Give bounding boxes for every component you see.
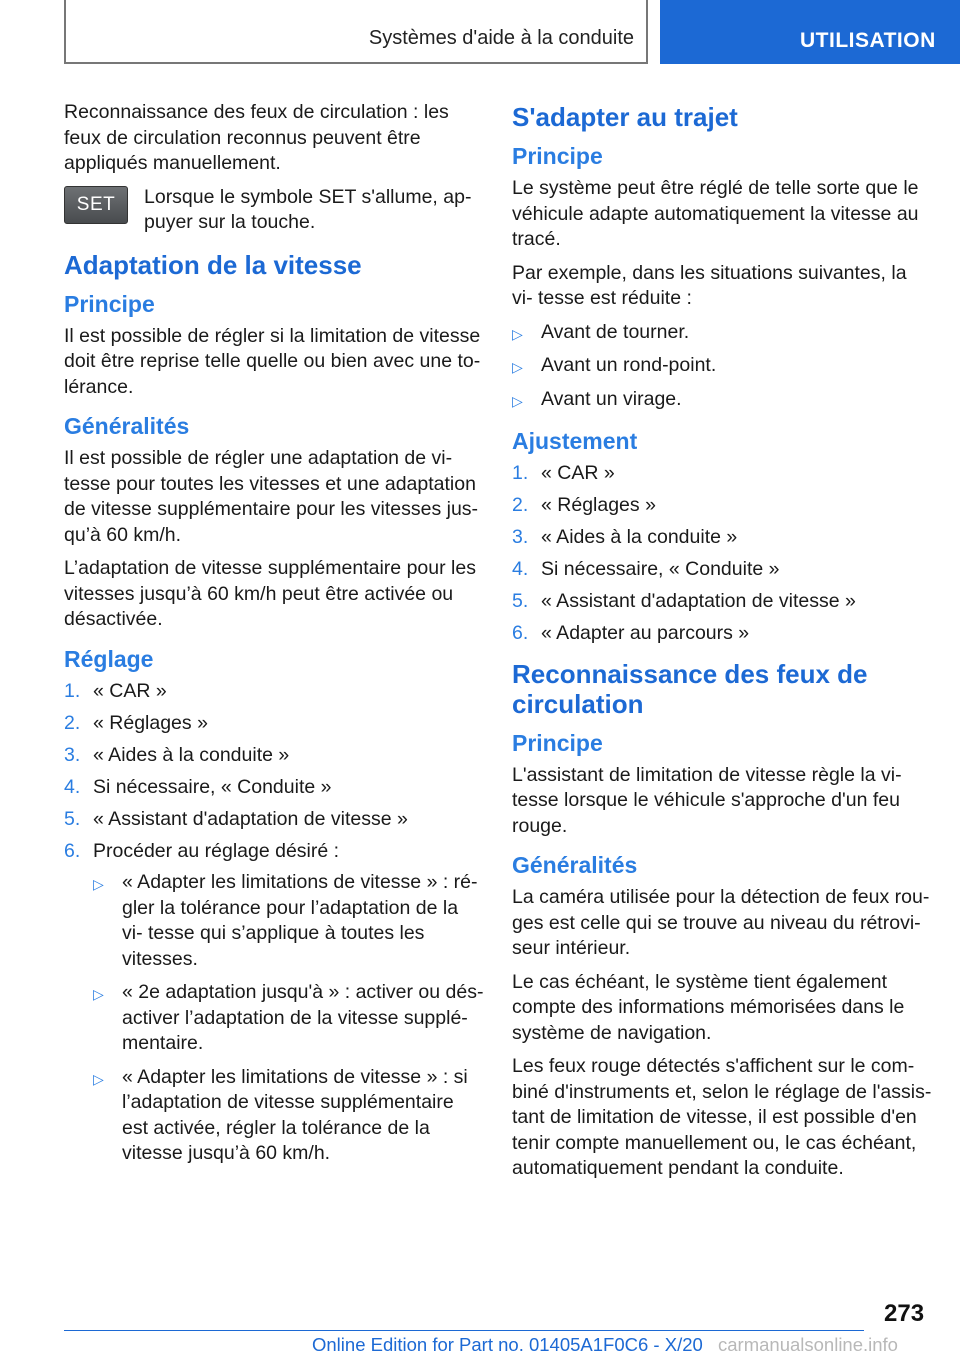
watermark: carmanualsonline.info [718, 1334, 898, 1355]
list-item: 1. « CAR » [512, 461, 615, 484]
set-instruction-text: Lorsque le symbole SET s'allume, ap‐ puyer sur la touche. [144, 185, 472, 233]
list-item: 3. « Aides à la conduite » [512, 525, 738, 548]
generalites-paragraph-1: Il est possible de régler une adaptation de vi‐ tesse pour toutes les vitesses et une adaptation de vitesse supplémentaire pour les vitesses jus‐ qu’à 60 km/h. [64, 447, 479, 546]
heading-principe: Principe [64, 290, 155, 317]
list-item: 4. Si nécessaire, « Conduite » [512, 558, 780, 581]
page-number: 273 [884, 1300, 925, 1327]
trajet-principe-paragraph: Le système peut être réglé de telle sorte que le véhicule adapte automatiquement la vitesse au tracé. [512, 177, 919, 250]
header-chapter-tab [660, 0, 960, 64]
header-section-box [64, 0, 648, 64]
set-instruction [64, 185, 484, 236]
list-item: 2. « Réglages » [64, 711, 208, 734]
generalites-paragraph-2: L’adaptation de vitesse supplémentaire pour les vitesses jusqu’à 60 km/h peut être activée ou désactivée. [64, 557, 476, 630]
list-item: 2. « Réglages » [512, 493, 656, 516]
list-item: ▷ « Adapter les limitations de vitesse » : ré‐ gler la tolérance pour l’adaptation de la vi‐ tesse qui s’applique à toutes les vitesses. [93, 870, 484, 972]
right-column [512, 100, 932, 1190]
reglage-substeps [93, 870, 484, 1175]
list-item: 1. « CAR » [64, 679, 167, 702]
trajet-bullets [512, 320, 932, 415]
header-section-title: Systèmes d'aide à la conduite [368, 27, 634, 49]
heading-generalites-feux: Généralités [512, 852, 638, 879]
triangle-bullet-icon: ▷ [93, 986, 104, 1003]
heading-adapter-trajet: S'adapter au trajet [512, 102, 738, 132]
list-item: ▷ « Adapter les limitations de vitesse » : si l’adaptation de vitesse supplémentaire est activée, régler la tolérance de la vitesse jusqu’à 60 km/h. [93, 1065, 484, 1167]
footer-divider [64, 1330, 864, 1331]
list-item: 6. « Adapter au parcours » [512, 622, 750, 645]
reglage-steps [64, 679, 484, 1181]
list-item: ▷ Avant un rond-point. [512, 353, 932, 381]
heading-generalites: Généralités [64, 413, 190, 439]
list-item: 6. Procéder au réglage désiré : ▷ « Adapter les limitations de vitesse » : ré‐ gler la tolérance pour l’adaptation de la vi‐ tesse qui s’applique à toutes les vitesses. ▷ « 2e adaptation jusqu'à » : activer ou dés‐ activer l’adaptation de la vitesse supplé‐ mentaire. ▷ « Adapter les limitations de vitesse » : si l’adaptation de vitesse supplémentaire est activée, régler la tolérance de la vitesse jusqu’à 60 km/h. [64, 839, 484, 1181]
list-item: ▷ Avant un virage. [512, 387, 932, 415]
intro-paragraph: Reconnaissance des feux de circulation : les feux de circulation reconnus peuvent être appliqués manuellement. [64, 101, 449, 174]
heading-adaptation-vitesse: Adaptation de la vitesse [64, 249, 362, 280]
list-item: 4. Si nécessaire, « Conduite » [64, 775, 332, 798]
list-item: 5. « Assistant d'adaptation de vitesse » [512, 590, 856, 613]
set-button-icon: SET [64, 186, 128, 224]
feux-generalites-paragraph-2: Le cas échéant, le système tient également compte des informations mémorisées dans le système de navigation. [512, 970, 905, 1044]
list-item: 5. « Assistant d'adaptation de vitesse » [64, 807, 408, 830]
feux-generalites-paragraph-1: La caméra utilisée pour la détection de feux rou‐ ges est celle qui se trouve au niveau du rétrovi‐ seur intérieur. [512, 886, 930, 960]
heading-ajustement: Ajustement [512, 427, 638, 454]
footer-edition: Online Edition for Part no. 01405A1F0C6 - X/20 [312, 1334, 703, 1355]
principe-paragraph: Il est possible de régler si la limitation de vitesse doit être reprise telle quelle ou bien avec une to‐ lérance. [64, 324, 481, 398]
heading-principe-trajet: Principe [512, 143, 603, 169]
ajustement-steps [512, 461, 932, 647]
heading-reconnaissance-feux: Reconnaissance des feux de circulation [512, 658, 868, 719]
trajet-exemple-paragraph: Par exemple, dans les situations suivantes, la vi‐ tesse est réduite : [512, 261, 907, 309]
left-column [64, 100, 484, 1188]
triangle-bullet-icon: ▷ [512, 359, 523, 376]
list-item: 3. « Aides à la conduite » [64, 743, 290, 766]
triangle-bullet-icon: ▷ [512, 393, 523, 410]
triangle-bullet-icon: ▷ [93, 876, 104, 893]
heading-reglage: Réglage [64, 645, 154, 672]
list-item: ▷ Avant de tourner. [512, 320, 932, 348]
triangle-bullet-icon: ▷ [512, 325, 523, 342]
list-item: ▷ « 2e adaptation jusqu'à » : activer ou dés‐ activer l’adaptation de la vitesse supplé‐ mentaire. [93, 980, 484, 1057]
header-chapter-label: UTILISATION [800, 29, 936, 52]
heading-principe-feux: Principe [512, 729, 603, 756]
feux-generalites-paragraph-3: Les feux rouge détectés s'affichent sur le com‐ biné d'instruments et, selon le réglage de l'assis‐ tant de limitation de vitesse, il est possible d'en tenir compte manuellement ou, le cas échéant, automatiquement pendant la conduite. [512, 1055, 932, 1180]
triangle-bullet-icon: ▷ [93, 1070, 104, 1087]
feux-principe-paragraph: L'assistant de limitation de vitesse règle la vi‐ tesse lorsque le véhicule s'approche d'un feu rouge. [512, 763, 902, 837]
